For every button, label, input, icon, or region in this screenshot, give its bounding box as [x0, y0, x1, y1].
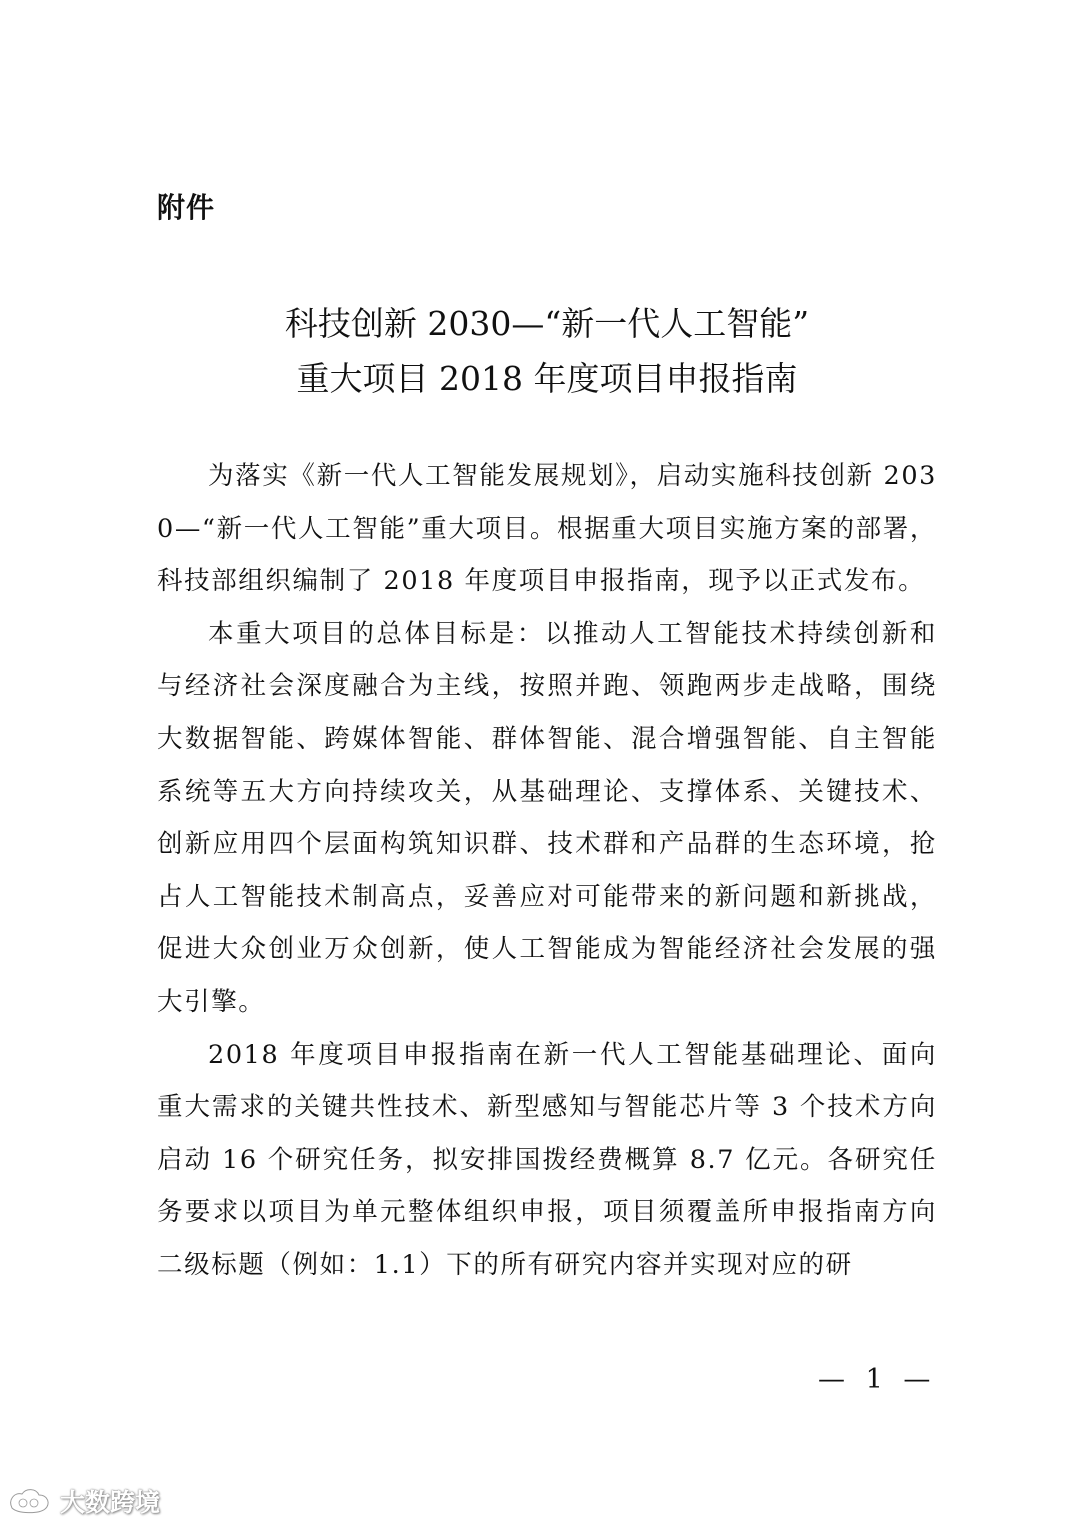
attachment-label: 附件: [157, 191, 216, 224]
brand-logo-icon: [6, 1486, 52, 1516]
document-title-line-1: 科技创新 2030—“新一代人工智能”: [284, 304, 810, 343]
document-body: [157, 450, 937, 1292]
body-paragraph-1: 为落实《新一代人工智能发展规划》，启动实施科技创新 2030—“新一代人工智能”重大项目。根据重大项目实施方案的部署，科技部组织编制了 2018 年度项目申报指南，现予以正式发布。: [157, 461, 937, 597]
body-paragraph-3: 2018 年度项目申报指南在新一代人工智能基础理论、面向重大需求的关键共性技术、新型感知与智能芯片等 3 个技术方向启动 16 个研究任务，拟安排国拨经费概算 8.7 亿元。各研究任务要求以项目为单元整体组织申报，项目须覆盖所申报指南方向二级标题（例如：1.1）下的所有研究内容并实现对应的研: [157, 1039, 937, 1280]
body-paragraph-2: 本重大项目的总体目标是：以推动人工智能技术持续创新和与经济社会深度融合为主线，按照并跑、领跑两步走战略，围绕大数据智能、跨媒体智能、群体智能、混合增强智能、自主智能系统等五大方向持续攻关，从基础理论、支撑体系、关键技术、创新应用四个层面构筑知识群、技术群和产品群的生态环境，抢占人工智能技术制高点，妥善应对可能带来的新问题和新挑战，促进大众创业万众创新，使人工智能成为智能经济社会发展的强大引擎。: [157, 618, 937, 1017]
watermark-text: 大数跨境: [60, 1488, 161, 1517]
watermark: [6, 1484, 160, 1518]
document-title-line-2: 重大项目 2018 年度项目申报指南: [296, 359, 798, 398]
page-number: — 1 —: [818, 1364, 937, 1395]
